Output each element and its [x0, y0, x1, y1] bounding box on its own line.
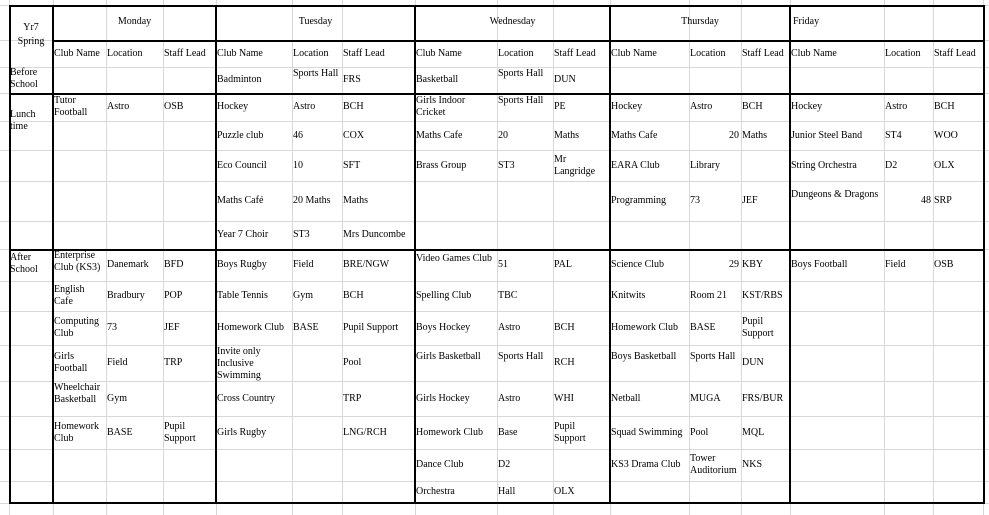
- staff-lead: BCH: [554, 322, 575, 333]
- column-header: Location: [885, 48, 921, 59]
- club-name: String Orchestra: [791, 160, 857, 171]
- staff-lead: POP: [164, 290, 183, 301]
- staff-lead: COX: [343, 130, 365, 141]
- gridline-h: [0, 311, 989, 312]
- location: 73: [107, 322, 117, 333]
- staff-lead: FRS/BUR: [742, 393, 784, 404]
- location: BASE: [690, 322, 716, 333]
- location: Pool: [690, 427, 709, 438]
- location: MUGA: [690, 393, 721, 404]
- border-v: [983, 5, 985, 504]
- club-name: Eco Council: [217, 160, 267, 171]
- location: 20 Maths: [293, 195, 331, 206]
- gridline-h: [0, 221, 989, 222]
- gridline-h: [0, 481, 989, 482]
- location: Sports Hall: [293, 68, 339, 79]
- location: Gym: [293, 290, 313, 301]
- staff-lead: Mrs Duncombe: [343, 229, 406, 240]
- staff-lead: KST/RBS: [742, 290, 783, 301]
- club-name: Basketball: [416, 74, 459, 85]
- gridline-h: [0, 416, 989, 417]
- location: BASE: [293, 322, 319, 333]
- border-h: [9, 5, 985, 7]
- location: TBC: [498, 290, 518, 301]
- staff-lead: Mr Langridge: [554, 154, 596, 177]
- column-header: Staff Lead: [934, 48, 976, 59]
- staff-lead: BCH: [742, 101, 763, 112]
- border-h: [52, 40, 985, 42]
- border-v: [789, 5, 791, 504]
- club-name: Junior Steel Band: [791, 130, 863, 141]
- club-name: Dance Club: [416, 459, 464, 470]
- border-h: [9, 502, 985, 504]
- column-header: Staff Lead: [554, 48, 596, 59]
- location: 20: [729, 130, 739, 141]
- column-header: Location: [498, 48, 534, 59]
- section-label-after: After School: [10, 252, 38, 275]
- club-name: Table Tennis: [217, 290, 268, 301]
- location: Astro: [107, 101, 130, 112]
- day-header-wednesday: Wednesday: [489, 16, 536, 27]
- column-header: Staff Lead: [343, 48, 385, 59]
- staff-lead: JEF: [164, 322, 180, 333]
- club-name: Dungeons & Dragons: [791, 189, 879, 200]
- location: Astro: [293, 101, 316, 112]
- club-name: Orchestra: [416, 486, 455, 497]
- club-name: Boys Basketball: [611, 351, 677, 362]
- club-name: Tutor Football: [54, 95, 88, 118]
- gridline-v: [933, 0, 934, 515]
- day-header-thursday: Thursday: [681, 16, 719, 27]
- club-name: Computing Club: [54, 316, 100, 339]
- column-header: Location: [690, 48, 726, 59]
- gridline-h: [0, 449, 989, 450]
- staff-lead: OSB: [164, 101, 184, 112]
- location: Sports Hall: [498, 68, 544, 79]
- club-name: Boys Football: [791, 259, 848, 270]
- location: Astro: [885, 101, 908, 112]
- club-name: Homework Club: [54, 421, 99, 444]
- club-name: Wheelchair Basketball: [54, 382, 101, 405]
- location: D2: [498, 459, 511, 470]
- staff-lead: PE: [554, 101, 566, 112]
- club-name: Programming: [611, 195, 666, 206]
- column-header: Club Name: [217, 48, 263, 59]
- location: ST3: [293, 229, 310, 240]
- location: Danemark: [107, 259, 149, 270]
- club-name: Cross Country: [217, 393, 276, 404]
- club-name: English Cafe: [54, 284, 85, 307]
- club-name: Squad Swimming: [611, 427, 683, 438]
- location: Field: [107, 357, 128, 368]
- location: ST4: [885, 130, 902, 141]
- club-name: Knitwits: [611, 290, 646, 301]
- staff-lead: TRP: [164, 357, 183, 368]
- club-name: Invite only Inclusive Swimming: [217, 346, 261, 381]
- border-h: [9, 93, 985, 95]
- column-header: Club Name: [416, 48, 462, 59]
- club-name: Puzzle club: [217, 130, 264, 141]
- day-header-friday: Friday: [793, 16, 820, 27]
- column-header: Location: [107, 48, 143, 59]
- day-header-monday: Monday: [117, 16, 152, 27]
- staff-lead: WOO: [934, 130, 958, 141]
- club-name: Hockey: [791, 101, 823, 112]
- location: 73: [690, 195, 700, 206]
- location: 48: [921, 195, 931, 206]
- club-name: Homework Club: [611, 322, 678, 333]
- staff-lead: Pupil Support: [554, 421, 586, 444]
- location: Sports Hall: [498, 351, 544, 362]
- location: Sports Hall: [498, 95, 544, 106]
- club-name: Homework Club: [416, 427, 483, 438]
- staff-lead: OSB: [934, 259, 954, 270]
- location: Astro: [498, 322, 521, 333]
- staff-lead: OLX: [554, 486, 575, 497]
- club-name: Hockey: [611, 101, 643, 112]
- column-header: Club Name: [791, 48, 837, 59]
- staff-lead: Maths: [554, 130, 579, 141]
- club-name: Spelling Club: [416, 290, 472, 301]
- staff-lead: OLX: [934, 160, 955, 171]
- staff-lead: BCH: [343, 290, 364, 301]
- day-header-tuesday: Tuesday: [298, 16, 333, 27]
- club-name: Netball: [611, 393, 641, 404]
- column-header: Club Name: [54, 48, 100, 59]
- location: Field: [885, 259, 906, 270]
- gridline-h: [0, 181, 989, 182]
- staff-lead: Pupil Support: [343, 322, 399, 333]
- staff-lead: Maths: [742, 130, 767, 141]
- staff-lead: MQL: [742, 427, 765, 438]
- club-name: Girls Basketball: [416, 351, 481, 362]
- club-name: Year 7 Choir: [217, 229, 269, 240]
- club-name: Girls Rugby: [217, 427, 267, 438]
- location: Gym: [107, 393, 127, 404]
- location: Astro: [498, 393, 521, 404]
- location: Tower Auditorium: [690, 453, 737, 476]
- gridline-h: [0, 381, 989, 382]
- section-label-lunch: Lunch time: [10, 109, 36, 132]
- club-name: Girls Hockey: [416, 393, 470, 404]
- gridline-h: [0, 67, 989, 68]
- location: 10: [293, 160, 303, 171]
- club-name: Boys Rugby: [217, 259, 267, 270]
- location: Hall: [498, 486, 516, 497]
- club-name: Girls Indoor Cricket: [416, 95, 466, 118]
- location: Field: [293, 259, 314, 270]
- club-name: Maths Cafe: [611, 130, 658, 141]
- gridline-h: [0, 281, 989, 282]
- gridline-h: [0, 345, 989, 346]
- club-name: Maths Cafe: [416, 130, 463, 141]
- location: ST3: [498, 160, 515, 171]
- club-name: Maths Café: [217, 195, 264, 206]
- location: 46: [293, 130, 303, 141]
- location: 20: [498, 130, 508, 141]
- club-name: Boys Hockey: [416, 322, 471, 333]
- staff-lead: BCH: [343, 101, 364, 112]
- staff-lead: JEF: [742, 195, 758, 206]
- staff-lead: LNG/RCH: [343, 427, 387, 438]
- gridline-h: [0, 121, 989, 122]
- location: Sports Hall: [690, 351, 736, 362]
- column-header: Staff Lead: [742, 48, 784, 59]
- club-name: Enterprise Club (KS3): [54, 250, 101, 273]
- staff-lead: FRS: [343, 74, 361, 85]
- corner-year: Yr7: [23, 22, 39, 33]
- location: Room 21: [690, 290, 727, 301]
- staff-lead: BCH: [934, 101, 955, 112]
- staff-lead: RCH: [554, 357, 575, 368]
- section-label-before: Before School: [10, 67, 38, 90]
- club-name: Hockey: [217, 101, 249, 112]
- location: D2: [885, 160, 898, 171]
- staff-lead: SFT: [343, 160, 361, 171]
- staff-lead: BFD: [164, 259, 184, 270]
- staff-lead: KBY: [742, 259, 764, 270]
- staff-lead: WHI: [554, 393, 574, 404]
- location: Library: [690, 160, 720, 171]
- staff-lead: BRE/NGW: [343, 259, 390, 270]
- staff-lead: Pool: [343, 357, 362, 368]
- club-name: Brass Group: [416, 160, 467, 171]
- border-h: [9, 249, 985, 251]
- club-name: Science Club: [611, 259, 665, 270]
- gridline-v: [884, 0, 885, 515]
- staff-lead: DUN: [742, 357, 764, 368]
- staff-lead: NKS: [742, 459, 763, 470]
- column-header: Club Name: [611, 48, 657, 59]
- location: 29: [729, 259, 739, 270]
- location: Base: [498, 427, 518, 438]
- staff-lead: Pupil Support: [742, 316, 774, 339]
- location: 51: [498, 259, 508, 270]
- corner-term: Spring: [17, 36, 45, 47]
- staff-lead: PAL: [554, 259, 572, 270]
- club-name: Badminton: [217, 74, 262, 85]
- location: Bradbury: [107, 290, 145, 301]
- club-name: EARA Club: [611, 160, 660, 171]
- staff-lead: DUN: [554, 74, 576, 85]
- club-name: KS3 Drama Club: [611, 459, 681, 470]
- staff-lead: Maths: [343, 195, 368, 206]
- staff-lead: TRP: [343, 393, 362, 404]
- column-header: Location: [293, 48, 329, 59]
- club-name: Video Games Club: [416, 253, 493, 264]
- staff-lead: SRP: [934, 195, 952, 206]
- column-header: Staff Lead: [164, 48, 206, 59]
- staff-lead: Pupil Support: [164, 421, 196, 444]
- location: Astro: [690, 101, 713, 112]
- club-name: Homework Club: [217, 322, 284, 333]
- location: BASE: [107, 427, 133, 438]
- club-name: Girls Football: [54, 351, 88, 374]
- gridline-h: [0, 150, 989, 151]
